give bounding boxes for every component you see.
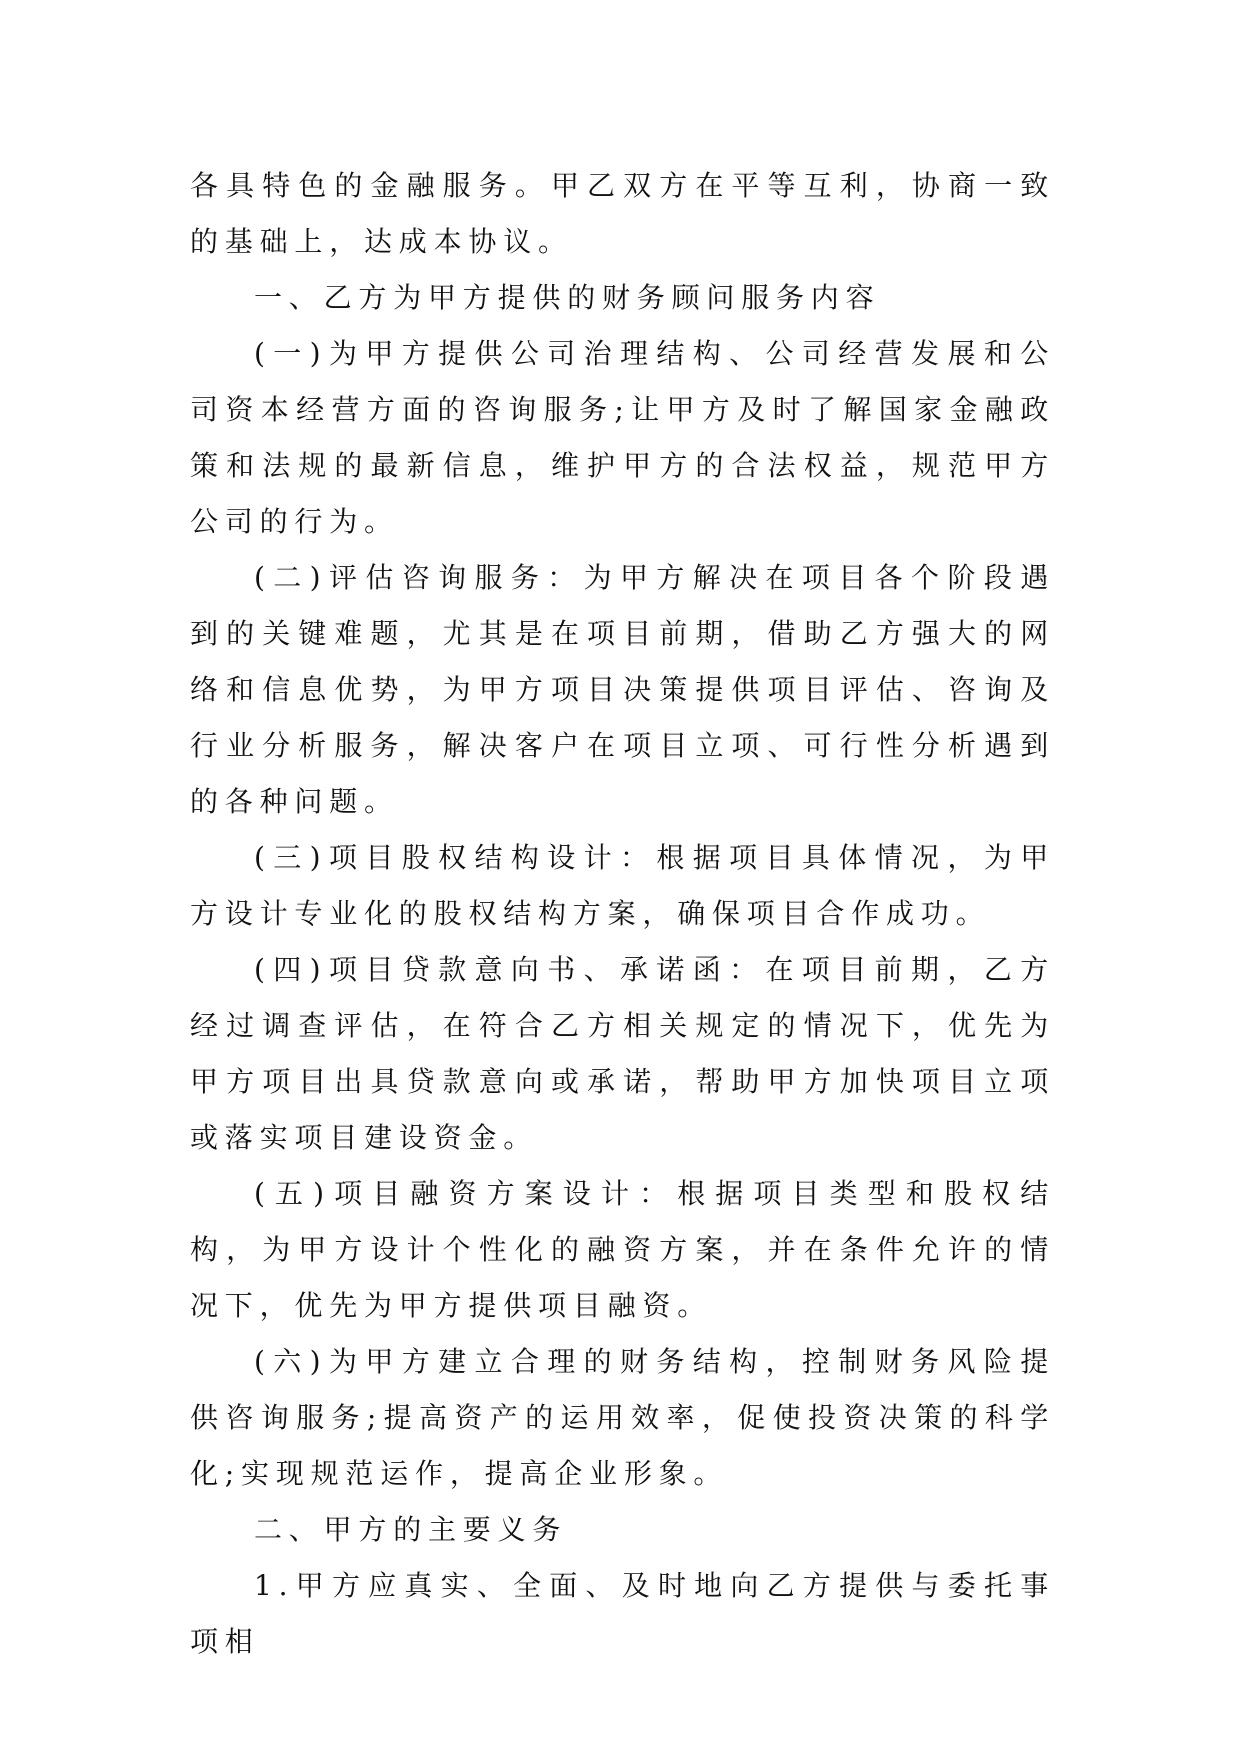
paragraph-continuation: 各具特色的金融服务。甲乙双方在平等互利，协商一致的基础上，达成本协议。 (190, 169, 1055, 258)
section-heading-services: 一、乙方为甲方提供的财务顾问服务内容 (254, 281, 881, 314)
clause-1-governance-consulting: (一)为甲方提供公司治理结构、公司经营发展和公司资本经营方面的咨询服务;让甲方及时了解国家金融政策和法规的最新信息，维护甲方的合法权益，规范甲方公司的行为。 (190, 337, 1055, 538)
section-heading-obligations: 二、甲方的主要义务 (254, 1513, 568, 1546)
document-body (190, 158, 1055, 1670)
clause-5-financing-plan: (五)项目融资方案设计：根据项目类型和股权结构，为甲方设计个性化的融资方案，并在条件允许的情况下，优先为甲方提供项目融资。 (190, 1177, 1055, 1322)
clause-6-financial-structure: (六)为甲方建立合理的财务结构，控制财务风险提供咨询服务;提高资产的运用效率，促使投资决策的科学化;实现规范运作，提高企业形象。 (190, 1345, 1055, 1490)
clause-4-loan-intent: (四)项目贷款意向书、承诺函：在项目前期，乙方经过调查评估，在符合乙方相关规定的情况下，优先为甲方项目出具贷款意向或承诺，帮助甲方加快项目立项或落实项目建设资金。 (190, 953, 1055, 1154)
clause-2-evaluation-consulting: (二)评估咨询服务：为甲方解决在项目各个阶段遇到的关键难题，尤其是在项目前期，借助乙方强大的网络和信息优势，为甲方项目决策提供项目评估、咨询及行业分析服务，解决客户在项目立项、可行性分析遇到的各种问题。 (190, 561, 1055, 818)
clause-3-equity-structure: (三)项目股权结构设计：根据项目具体情况，为甲方设计专业化的股权结构方案，确保项目合作成功。 (190, 841, 1055, 930)
obligation-item-1: 1.甲方应真实、全面、及时地向乙方提供与委托事项相 (190, 1569, 1055, 1658)
